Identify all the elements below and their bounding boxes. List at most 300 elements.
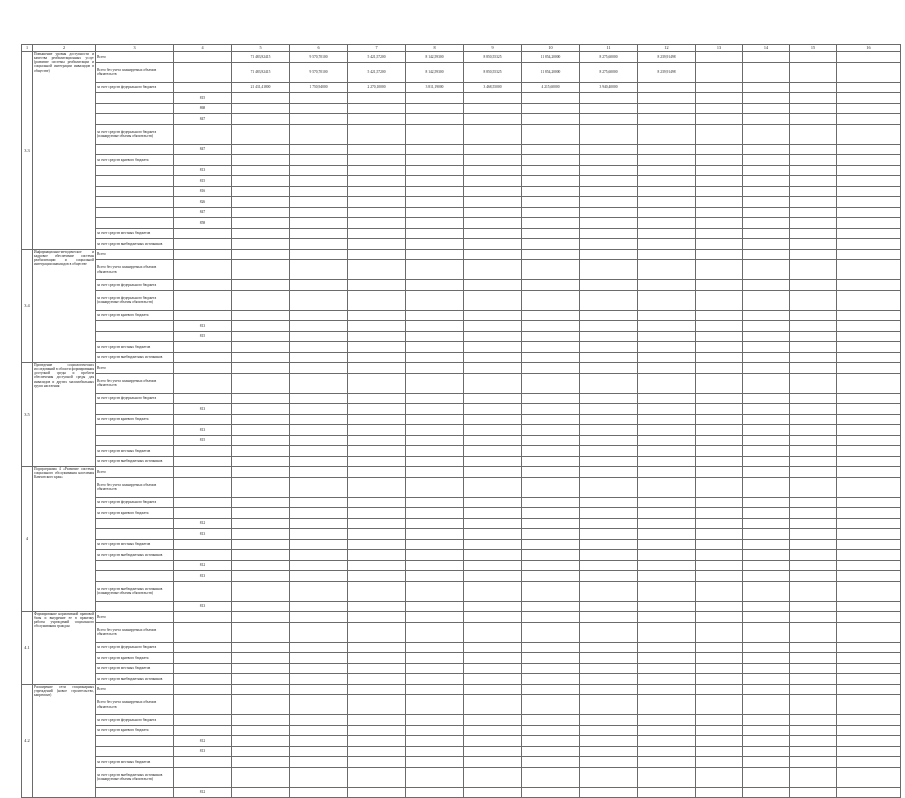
section-number: 3.4 [22, 249, 33, 363]
amount-cell [232, 331, 290, 342]
amount-cell [522, 393, 580, 404]
funding-source [96, 435, 174, 446]
amount-cell [696, 601, 743, 612]
amount-cell [290, 581, 348, 601]
amount-cell [580, 363, 638, 374]
amount-cell [837, 477, 901, 497]
amount-cell [580, 414, 638, 425]
funding-source: за счет средств краевого бюджета [96, 725, 174, 736]
amount-cell [696, 518, 743, 529]
table-row [22, 393, 901, 404]
amount-cell [638, 571, 696, 582]
amount-cell [790, 425, 837, 436]
amount-cell [743, 331, 790, 342]
table-row [22, 331, 901, 342]
amount-cell [232, 508, 290, 519]
column-header: 7 [348, 45, 406, 52]
budget-code [174, 767, 232, 787]
amount-cell [290, 518, 348, 529]
amount-cell [348, 342, 406, 353]
amount-cell [790, 725, 837, 736]
amount-cell [348, 249, 406, 260]
table-row [22, 477, 901, 497]
amount-cell [232, 239, 290, 250]
amount-cell: 8 275,60000 [580, 52, 638, 63]
amount-cell [348, 186, 406, 197]
amount-cell [743, 435, 790, 446]
amount-cell [696, 331, 743, 342]
amount-cell [232, 571, 290, 582]
amount-cell [580, 663, 638, 674]
column-header: 14 [743, 45, 790, 52]
budget-code: 812 [174, 560, 232, 571]
amount-cell [696, 539, 743, 550]
amount-cell [580, 103, 638, 114]
funding-source [96, 207, 174, 218]
amount-cell [348, 767, 406, 787]
table-row [22, 467, 901, 478]
amount-cell [464, 612, 522, 623]
amount-cell [837, 103, 901, 114]
amount-cell [406, 260, 464, 280]
budget-code [174, 363, 232, 374]
amount-cell [290, 124, 348, 144]
amount-cell [232, 342, 290, 353]
amount-cell [638, 746, 696, 757]
amount-cell [743, 477, 790, 497]
amount-cell [696, 52, 743, 63]
budget-code: 813 [174, 529, 232, 540]
amount-cell [406, 663, 464, 674]
amount-cell [464, 342, 522, 353]
funding-source [96, 197, 174, 208]
amount-cell [580, 581, 638, 601]
table-row [22, 425, 901, 436]
amount-cell [837, 642, 901, 653]
amount-cell [406, 93, 464, 104]
amount-cell [580, 373, 638, 393]
amount-cell [790, 165, 837, 176]
funding-source [96, 425, 174, 436]
amount-cell [638, 165, 696, 176]
amount-cell [406, 581, 464, 601]
amount-cell [580, 124, 638, 144]
amount-cell [743, 684, 790, 695]
amount-cell [638, 653, 696, 664]
amount-cell [232, 539, 290, 550]
amount-cell [638, 612, 696, 623]
column-header: 4 [174, 45, 232, 52]
amount-cell [464, 539, 522, 550]
amount-cell [837, 114, 901, 125]
amount-cell [790, 144, 837, 155]
column-header: 12 [638, 45, 696, 52]
amount-cell [464, 280, 522, 291]
amount-cell [232, 746, 290, 757]
amount-cell [696, 550, 743, 561]
amount-cell [696, 373, 743, 393]
budget-code [174, 446, 232, 457]
amount-cell [743, 176, 790, 187]
amount-cell [348, 93, 406, 104]
amount-cell [232, 767, 290, 787]
amount-cell [522, 674, 580, 685]
amount-cell [232, 497, 290, 508]
section-number: 4.2 [22, 684, 33, 798]
amount-cell [837, 186, 901, 197]
amount-cell: 11 854,20000 [522, 52, 580, 63]
amount-cell [837, 663, 901, 674]
amount-cell [290, 601, 348, 612]
amount-cell [743, 518, 790, 529]
amount-cell [638, 218, 696, 229]
amount-cell [580, 260, 638, 280]
amount-cell [522, 550, 580, 561]
amount-cell [348, 477, 406, 497]
amount-cell [406, 280, 464, 291]
amount-cell [743, 207, 790, 218]
amount-cell [290, 550, 348, 561]
amount-cell [290, 539, 348, 550]
funding-source: за счет средств местных бюджетов [96, 757, 174, 768]
funding-source: за счет средств краевого бюджета [96, 310, 174, 321]
budget-code [174, 456, 232, 467]
amount-cell [406, 404, 464, 415]
amount-cell [790, 653, 837, 664]
amount-cell [743, 695, 790, 715]
amount-cell [837, 124, 901, 144]
table-row [22, 581, 901, 601]
amount-cell [837, 52, 901, 63]
amount-cell [522, 114, 580, 125]
amount-cell [232, 529, 290, 540]
table-row [22, 757, 901, 768]
amount-cell [232, 684, 290, 695]
amount-cell [790, 52, 837, 63]
budget-code [174, 663, 232, 674]
funding-source [96, 331, 174, 342]
table-row [22, 663, 901, 674]
funding-source: за счет средств местных бюджетов [96, 446, 174, 457]
amount-cell [638, 414, 696, 425]
funding-source [96, 103, 174, 114]
amount-cell [464, 787, 522, 798]
amount-cell [580, 176, 638, 187]
amount-cell [290, 684, 348, 695]
table-row [22, 228, 901, 239]
amount-cell [348, 467, 406, 478]
amount-cell [522, 144, 580, 155]
column-header: 16 [837, 45, 901, 52]
amount-cell [406, 539, 464, 550]
funding-source: за счет средств внебюджетных источников [96, 674, 174, 685]
amount-cell [406, 144, 464, 155]
amount-cell [580, 342, 638, 353]
amount-cell [696, 425, 743, 436]
amount-cell [348, 550, 406, 561]
amount-cell [290, 674, 348, 685]
table-row [22, 144, 901, 155]
amount-cell [232, 601, 290, 612]
amount-cell [790, 62, 837, 82]
table-row [22, 404, 901, 415]
amount-cell [522, 218, 580, 229]
amount-cell [580, 218, 638, 229]
amount-cell [522, 331, 580, 342]
amount-cell [837, 363, 901, 374]
amount-cell [290, 746, 348, 757]
amount-cell [580, 725, 638, 736]
amount-cell [790, 93, 837, 104]
table-row [22, 124, 901, 144]
amount-cell [522, 352, 580, 363]
amount-cell [743, 497, 790, 508]
amount-cell [580, 228, 638, 239]
amount-cell [837, 93, 901, 104]
amount-cell [743, 571, 790, 582]
amount-cell [406, 103, 464, 114]
funding-source [96, 736, 174, 747]
amount-cell [464, 124, 522, 144]
budget-code [174, 653, 232, 664]
amount-cell [743, 363, 790, 374]
amount-cell [743, 290, 790, 310]
amount-cell [464, 373, 522, 393]
amount-cell [522, 467, 580, 478]
amount-cell [790, 197, 837, 208]
amount-cell [348, 653, 406, 664]
amount-cell [580, 321, 638, 332]
amount-cell [232, 228, 290, 239]
amount-cell [696, 746, 743, 757]
amount-cell [232, 207, 290, 218]
amount-cell [790, 581, 837, 601]
table-row [22, 550, 901, 561]
amount-cell [232, 560, 290, 571]
amount-cell [790, 82, 837, 93]
amount-cell [743, 508, 790, 519]
table-row [22, 508, 901, 519]
amount-cell [348, 321, 406, 332]
amount-cell: 9 570,70100 [290, 52, 348, 63]
amount-cell [406, 435, 464, 446]
amount-cell [580, 767, 638, 787]
amount-cell [696, 103, 743, 114]
amount-cell [790, 260, 837, 280]
amount-cell [464, 218, 522, 229]
amount-cell [743, 787, 790, 798]
funding-source [96, 144, 174, 155]
amount-cell [522, 684, 580, 695]
amount-cell [638, 207, 696, 218]
amount-cell [743, 186, 790, 197]
amount-cell [522, 736, 580, 747]
amount-cell [638, 601, 696, 612]
amount-cell [232, 363, 290, 374]
amount-cell [696, 218, 743, 229]
amount-cell: 5 421,57200 [348, 62, 406, 82]
amount-cell [580, 497, 638, 508]
budget-code: 815 [174, 176, 232, 187]
amount-cell [696, 155, 743, 166]
amount-cell [464, 622, 522, 642]
funding-source [96, 571, 174, 582]
amount-cell [743, 725, 790, 736]
amount-cell [790, 239, 837, 250]
amount-cell [696, 684, 743, 695]
amount-cell [406, 425, 464, 436]
funding-source: Всего без учета планируемых объемов обязательств [96, 477, 174, 497]
amount-cell: 2 270,10000 [348, 82, 406, 93]
amount-cell [790, 787, 837, 798]
amount-cell [790, 393, 837, 404]
amount-cell [837, 612, 901, 623]
amount-cell [522, 601, 580, 612]
budget-code [174, 550, 232, 561]
budget-code: 812 [174, 787, 232, 798]
amount-cell [406, 114, 464, 125]
budget-code: 826 [174, 197, 232, 208]
amount-cell [464, 663, 522, 674]
amount-cell [348, 260, 406, 280]
amount-cell [232, 674, 290, 685]
funding-source [96, 404, 174, 415]
amount-cell [696, 197, 743, 208]
amount-cell: 8 239,91498 [638, 62, 696, 82]
amount-cell [580, 155, 638, 166]
amount-cell [790, 363, 837, 374]
amount-cell [580, 467, 638, 478]
budget-code: 847 [174, 114, 232, 125]
amount-cell: 8 142,59300 [406, 62, 464, 82]
amount-cell [696, 560, 743, 571]
table-row [22, 155, 901, 166]
budget-code: 813 [174, 404, 232, 415]
amount-cell [406, 239, 464, 250]
budget-code [174, 82, 232, 93]
amount-cell [348, 539, 406, 550]
amount-cell [348, 508, 406, 519]
amount-cell [290, 186, 348, 197]
budget-code [174, 642, 232, 653]
amount-cell [522, 260, 580, 280]
amount-cell [290, 363, 348, 374]
amount-cell [837, 321, 901, 332]
funding-source: Всего [96, 467, 174, 478]
amount-cell [638, 186, 696, 197]
amount-cell [464, 736, 522, 747]
measure-name: Проведение социологических исследований в области формирования доступной среды и проблем обеспечения доступной среды для инвалидов и других маломобильных групп населения [33, 363, 96, 467]
amount-cell [638, 373, 696, 393]
amount-cell [464, 165, 522, 176]
amount-cell [743, 165, 790, 176]
amount-cell [790, 663, 837, 674]
amount-cell [638, 467, 696, 478]
amount-cell [406, 736, 464, 747]
amount-cell [348, 581, 406, 601]
budget-code [174, 581, 232, 601]
funding-source: Всего [96, 52, 174, 63]
amount-cell [580, 144, 638, 155]
amount-cell [837, 446, 901, 457]
amount-cell [696, 622, 743, 642]
amount-cell [348, 456, 406, 467]
amount-cell [790, 736, 837, 747]
amount-cell [790, 331, 837, 342]
funding-source: за счет средств местных бюджетов [96, 663, 174, 674]
table-row [22, 560, 901, 571]
amount-cell [290, 218, 348, 229]
budget-code [174, 497, 232, 508]
amount-cell [232, 155, 290, 166]
amount-cell [348, 165, 406, 176]
amount-cell [406, 601, 464, 612]
amount-cell [743, 52, 790, 63]
budget-code [174, 124, 232, 144]
amount-cell [837, 249, 901, 260]
column-header: 11 [580, 45, 638, 52]
amount-cell [580, 674, 638, 685]
amount-cell [790, 715, 837, 726]
amount-cell [348, 124, 406, 144]
amount-cell [743, 404, 790, 415]
funding-source [96, 176, 174, 187]
amount-cell [522, 280, 580, 291]
amount-cell [232, 467, 290, 478]
amount-cell [232, 550, 290, 561]
amount-cell [290, 114, 348, 125]
budget-code [174, 260, 232, 280]
column-header: 15 [790, 45, 837, 52]
amount-cell [464, 746, 522, 757]
amount-cell [743, 767, 790, 787]
amount-cell [638, 93, 696, 104]
amount-cell [232, 477, 290, 497]
budget-code [174, 612, 232, 623]
amount-cell [837, 787, 901, 798]
budget-code [174, 310, 232, 321]
amount-cell [696, 290, 743, 310]
amount-cell [790, 435, 837, 446]
amount-cell [348, 404, 406, 415]
table-row [22, 539, 901, 550]
amount-cell: 3 940,40000 [580, 82, 638, 93]
amount-cell [837, 310, 901, 321]
amount-cell [232, 373, 290, 393]
amount-cell [522, 414, 580, 425]
amount-cell [696, 228, 743, 239]
amount-cell [464, 228, 522, 239]
table-row [22, 612, 901, 623]
budget-code: 815 [174, 435, 232, 446]
amount-cell [837, 414, 901, 425]
budget-code: 813 [174, 601, 232, 612]
amount-cell [790, 290, 837, 310]
amount-cell [580, 529, 638, 540]
amount-cell [406, 414, 464, 425]
amount-cell [406, 508, 464, 519]
table-row [22, 260, 901, 280]
amount-cell [580, 310, 638, 321]
table-row [22, 165, 901, 176]
amount-cell [580, 653, 638, 664]
amount-cell [232, 176, 290, 187]
amount-cell [696, 497, 743, 508]
amount-cell [232, 186, 290, 197]
amount-cell [406, 373, 464, 393]
amount-cell [837, 155, 901, 166]
amount-cell [638, 787, 696, 798]
